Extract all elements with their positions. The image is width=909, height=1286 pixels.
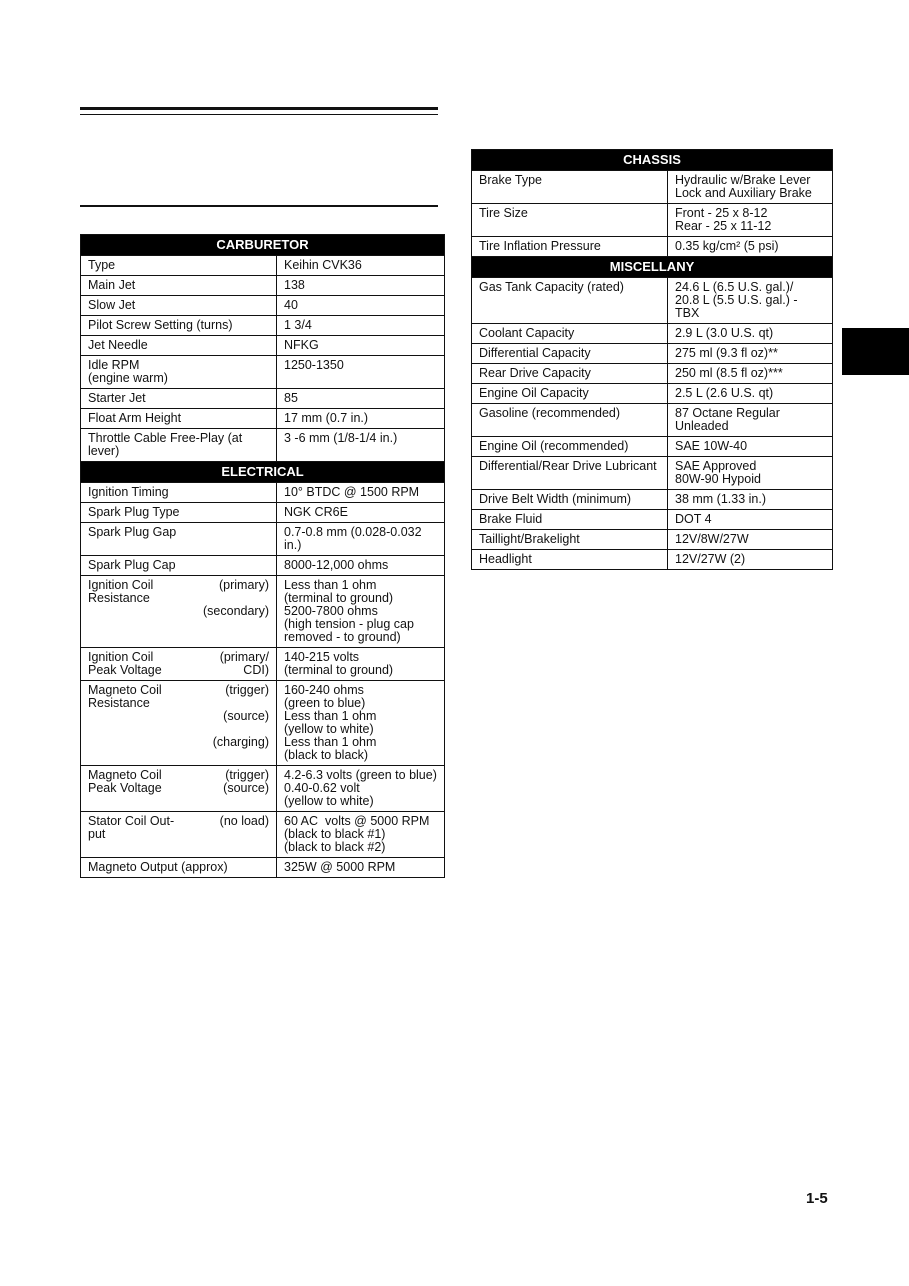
spec-value: 250 ml (8.5 fl oz)*** <box>668 364 833 384</box>
spec-label: Main Jet <box>81 276 277 296</box>
spec-value: 2.5 L (2.6 U.S. qt) <box>668 384 833 404</box>
table-row <box>81 296 445 316</box>
spec-value: SAE 10W-40 <box>668 437 833 457</box>
table-row <box>81 483 445 503</box>
spec-label: Drive Belt Width (minimum) <box>472 490 668 510</box>
spec-label: Magneto Output (approx) <box>81 858 277 878</box>
table-row <box>81 256 445 276</box>
spec-value: 2.9 L (3.0 U.S. qt) <box>668 324 833 344</box>
label-line: Peak Voltage (source) <box>88 781 269 795</box>
table-row <box>81 556 445 576</box>
spec-value: Keihin CVK36 <box>277 256 445 276</box>
table-row <box>472 490 833 510</box>
section-header-carburetor: CARBURETOR <box>81 235 445 256</box>
table-row <box>472 204 833 237</box>
spec-value: 138 <box>277 276 445 296</box>
page-number: 1-5 <box>806 1190 828 1207</box>
spec-value: 4.2-6.3 volts (green to blue) 0.40-0.62 volt (yellow to white) <box>277 766 445 812</box>
chassis-miscellany-table <box>471 149 833 570</box>
spec-label: Differential Capacity <box>472 344 668 364</box>
section-header-electrical: ELECTRICAL <box>81 462 445 483</box>
table-row <box>472 384 833 404</box>
spec-label: Starter Jet <box>81 389 277 409</box>
spec-label <box>81 766 277 812</box>
spec-value: 0.35 kg/cm² (5 psi) <box>668 237 833 257</box>
label-line: Resistance <box>88 591 150 605</box>
spec-value: Front - 25 x 8-12 Rear - 25 x 11-12 <box>668 204 833 237</box>
table-row <box>81 681 445 766</box>
spec-value: Hydraulic w/Brake Lever Lock and Auxiliary Brake <box>668 171 833 204</box>
table-row <box>81 523 445 556</box>
label-line: Throttle Cable Free-Play (at <box>88 431 243 445</box>
table-row <box>472 437 833 457</box>
spec-label: Spark Plug Type <box>81 503 277 523</box>
label-line: Magneto Coil (trigger) <box>88 683 269 697</box>
label-line: put <box>88 827 106 841</box>
spec-label: Slow Jet <box>81 296 277 316</box>
spec-label: Brake Fluid <box>472 510 668 530</box>
spec-value: NGK CR6E <box>277 503 445 523</box>
table-row <box>472 550 833 570</box>
spec-value: 12V/8W/27W <box>668 530 833 550</box>
spec-value: 85 <box>277 389 445 409</box>
label-line: (engine warm) <box>88 371 168 385</box>
table-row <box>81 648 445 681</box>
table-row <box>472 278 833 324</box>
spec-value: 160-240 ohms (green to blue) Less than 1 ohm (yellow to white) Less than 1 ohm (black to black) <box>277 681 445 766</box>
label-qualifier: (secondary) <box>203 604 269 618</box>
label-line: Ignition Coil (primary) <box>88 578 269 592</box>
spec-label: Spark Plug Gap <box>81 523 277 556</box>
spec-label <box>81 429 277 462</box>
spec-label: Float Arm Height <box>81 409 277 429</box>
spec-label: Spark Plug Cap <box>81 556 277 576</box>
table-row <box>81 576 445 648</box>
value-line: 0.7-0.8 mm (0.028-0.032 <box>284 525 422 539</box>
spec-value: 87 Octane Regular Unleaded <box>668 404 833 437</box>
spec-label: Brake Type <box>472 171 668 204</box>
label-qualifier: (charging) <box>212 735 269 749</box>
spec-value: 1250-1350 <box>277 356 445 389</box>
label-line: Magneto Coil (trigger) <box>88 768 269 782</box>
table-row <box>472 530 833 550</box>
spec-label: Engine Oil Capacity <box>472 384 668 404</box>
label-line: Idle RPM <box>88 358 140 372</box>
header-single-rule <box>80 205 438 207</box>
spec-label <box>81 648 277 681</box>
label-line: Peak Voltage CDI) <box>88 663 269 677</box>
spec-value: 8000-12,000 ohms <box>277 556 445 576</box>
spec-label <box>81 812 277 858</box>
section-header-chassis: CHASSIS <box>472 150 833 171</box>
spec-label: Differential/Rear Drive Lubricant <box>472 457 668 490</box>
table-row <box>472 510 833 530</box>
spec-label <box>81 576 277 648</box>
table-row <box>472 344 833 364</box>
value-line: in.) <box>284 538 302 552</box>
table-row <box>81 409 445 429</box>
spec-value: 325W @ 5000 RPM <box>277 858 445 878</box>
spec-value: 275 ml (9.3 fl oz)** <box>668 344 833 364</box>
label-line: Ignition Coil (primary/ <box>88 650 269 664</box>
table-row <box>472 237 833 257</box>
spec-value: 140-215 volts (terminal to ground) <box>277 648 445 681</box>
carburetor-electrical-table <box>80 234 445 878</box>
spec-label: Gas Tank Capacity (rated) <box>472 278 668 324</box>
label-line: Stator Coil Out- (no load) <box>88 814 269 828</box>
spec-label: Coolant Capacity <box>472 324 668 344</box>
spec-label: Rear Drive Capacity <box>472 364 668 384</box>
spec-label: Gasoline (recommended) <box>472 404 668 437</box>
table-row <box>472 457 833 490</box>
spec-value: Less than 1 ohm (terminal to ground) 5200-7800 ohms (high tension - plug cap removed - to ground) <box>277 576 445 648</box>
spec-value <box>277 523 445 556</box>
table-row <box>81 316 445 336</box>
spec-value: 60 AC volts @ 5000 RPM (black to black #1) (black to black #2) <box>277 812 445 858</box>
table-row <box>81 389 445 409</box>
section-tab-marker <box>842 328 909 375</box>
spec-value: SAE Approved 80W-90 Hypoid <box>668 457 833 490</box>
table-row <box>81 766 445 812</box>
spec-value: DOT 4 <box>668 510 833 530</box>
spec-label: Pilot Screw Setting (turns) <box>81 316 277 336</box>
spec-label: Tire Size <box>472 204 668 237</box>
table-row <box>81 356 445 389</box>
table-row <box>472 171 833 204</box>
spec-value: 10° BTDC @ 1500 RPM <box>277 483 445 503</box>
label-line: lever) <box>88 444 120 458</box>
spec-value: 38 mm (1.33 in.) <box>668 490 833 510</box>
table-row <box>81 276 445 296</box>
spec-label: Taillight/Brakelight <box>472 530 668 550</box>
table-row <box>81 336 445 356</box>
table-row <box>472 404 833 437</box>
table-row <box>472 364 833 384</box>
spec-value: 12V/27W (2) <box>668 550 833 570</box>
spec-value: NFKG <box>277 336 445 356</box>
spec-value: 1 3/4 <box>277 316 445 336</box>
label-line: Resistance <box>88 696 150 710</box>
spec-value: 17 mm (0.7 in.) <box>277 409 445 429</box>
spec-label <box>81 356 277 389</box>
spec-value: 3 -6 mm (1/8-1/4 in.) <box>277 429 445 462</box>
spec-value: 24.6 L (6.5 U.S. gal.)/ 20.8 L (5.5 U.S. gal.) - TBX <box>668 278 833 324</box>
table-row <box>81 429 445 462</box>
spec-value: 40 <box>277 296 445 316</box>
table-row <box>81 812 445 858</box>
spec-label <box>81 681 277 766</box>
table-row <box>81 858 445 878</box>
label-qualifier: (source) <box>223 709 269 723</box>
header-double-rule <box>80 107 438 115</box>
spec-label: Ignition Timing <box>81 483 277 503</box>
spec-label: Type <box>81 256 277 276</box>
spec-label: Engine Oil (recommended) <box>472 437 668 457</box>
table-row <box>81 503 445 523</box>
spec-label: Headlight <box>472 550 668 570</box>
spec-label: Jet Needle <box>81 336 277 356</box>
section-header-miscellany: MISCELLANY <box>472 257 833 278</box>
spec-label: Tire Inflation Pressure <box>472 237 668 257</box>
table-row <box>472 324 833 344</box>
